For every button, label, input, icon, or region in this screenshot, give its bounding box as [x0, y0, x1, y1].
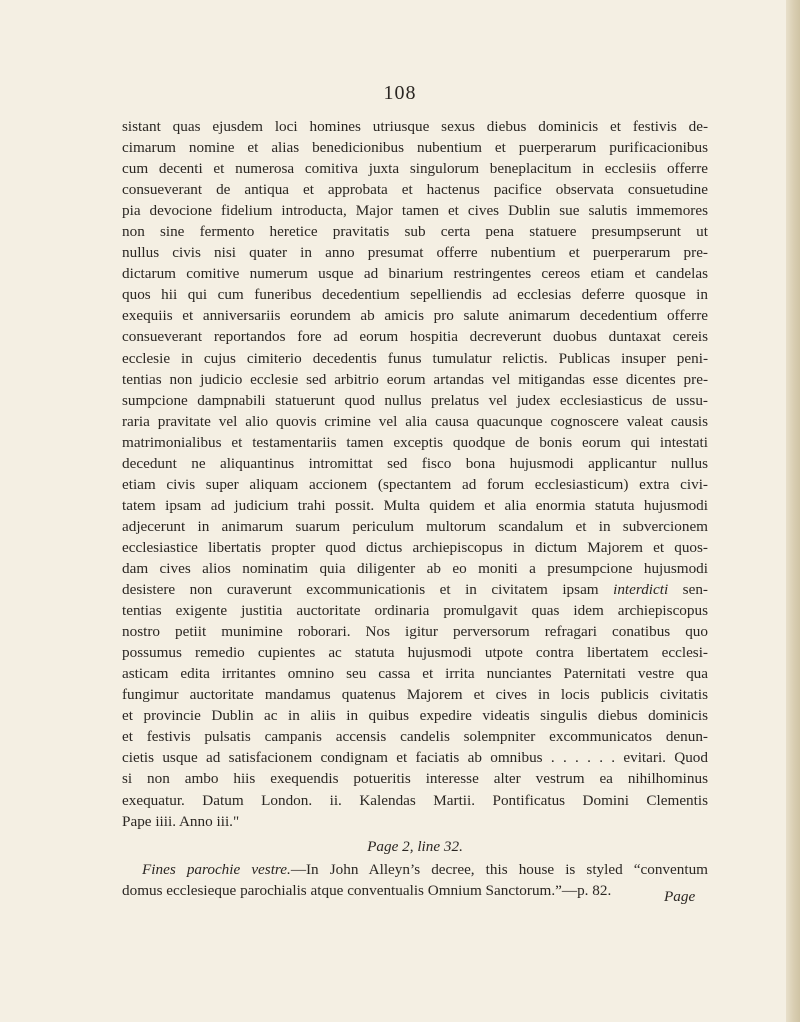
italic-term: interdicti	[613, 581, 669, 599]
text-line: decedunt ne aliquantinus intromittat sed fisco bona hujusmodi applicantur nullus	[122, 454, 708, 472]
text-line: non sine fermento heretice pravitatis sub certa pena statuere presumpserunt ut	[122, 223, 708, 241]
text-line: exequiis et anniversariis eorundem ab amicis pro salute animarum decedentium offerre	[122, 307, 708, 325]
text-line: fungimur auctoritate mandamus quatenus Majorem et cives in locis publicis civitatis	[122, 686, 708, 704]
text-line: quos hii qui cum funeribus decedentium sepelliendis ad ecclesias deferre quosque in	[122, 286, 708, 304]
text-line: pia devocione fidelium introducta, Major tamen et cives Dublin sue salutis immemores	[122, 202, 708, 220]
text-line: adjecerunt in animarum suarum periculum multorum scandalum et in subvercionem	[122, 517, 708, 535]
text-line: cum decenti et numerosa comitiva juxta singulorum beneplacitum in ecclesiis offerre	[122, 160, 708, 178]
note-line	[122, 859, 708, 880]
note-text: —In John Alleyn’s decree, this house is styled “conventum	[290, 860, 708, 878]
text-segment: sen-	[668, 581, 708, 599]
text-line: etiam civis super aliquam accionem (spectantem ad forum ecclesiasticum) extra civi-	[122, 475, 708, 493]
catchword: Page	[664, 888, 696, 905]
page-number: 108	[383, 82, 417, 104]
main-text	[122, 116, 708, 901]
text-line: ecclesie in cujus cimiterio decedentis funus tumulatur relictis. Publicas insuper peni-	[122, 349, 708, 367]
page-edge-shadow	[786, 0, 800, 1022]
text-line: exequatur. Datum London. ii. Kalendas Martii. Pontificatus Domini Clementis	[122, 791, 708, 809]
text-line: sistant quas ejusdem loci homines utriusque sexus diebus dominicis et festivis de-	[122, 118, 708, 135]
text-segment: desistere non curaverunt excommunicationis et in civitatem ipsam	[122, 581, 614, 599]
text-line: cimarum nomine et alias benedicionibus nubentium et puerperarum purificacionibus	[122, 139, 708, 157]
text-line: tatem ipsam ad judicium trahi possit. Multa quidem et alia enormia statuta hujusmodi	[122, 496, 708, 514]
text-line: raria pravitate vel alio quovis crimine vel alia causa quacunque cognoscere valeat causis	[122, 412, 708, 430]
text-line: sumpcione dampnabili statuerunt quod nullus prelatus vel judex ecclesiasticus de ussu-	[122, 391, 708, 409]
text-line: et provincie Dublin ac in aliis in quibus expedire videatis singulis diebus dominicis	[122, 707, 708, 725]
text-line: Pape iiii. Anno iii."	[122, 812, 240, 830]
text-line: consueverant de antiqua et approbata et hactenus pacifice observata consuetudine	[122, 181, 708, 199]
text-line: et festivis pulsatis campanis accensis candelis solempniter excommunicatos denun-	[122, 728, 708, 746]
text-line: nostro petiit munimine roborari. Nos igitur perversorum refragari conatibus quo	[122, 623, 708, 641]
text-block	[122, 116, 708, 832]
section-heading: Page 2, line 32.	[367, 837, 463, 855]
text-line: consueverant reportandos fore ad eorum hospitia decreverunt duobus duntaxat cereis	[122, 328, 708, 346]
text-line: tentias non judicio ecclesie sed arbitrio eorum artandas vel mitigandas esse dicentes pre-	[122, 370, 708, 388]
text-line: dam cives alios nominatim quia diligenter ab eo moniti a presumpcione hujusmodi	[122, 559, 708, 577]
text-line	[122, 579, 708, 600]
text-line: asticam edita irritantes omnino seu cassa et irrita nunciantes Paternitati vestre qua	[122, 665, 708, 683]
text-line: ecclesiastice libertatis propter quod dictus archiepiscopus in dictum Majorem et quos-	[122, 538, 708, 556]
note-line: domus ecclesieque parochialis atque conventualis Omnium Sanctorum.”—p. 82.	[122, 881, 612, 899]
text-line: dictarum comitive numerum usque ad binarium restringentes cereos etiam et candelas	[122, 265, 708, 283]
note-label: Fines parochie vestre.	[142, 860, 291, 878]
text-line: possumus remedio cupientes ac statuta hujusmodi utpote contra libertatem ecclesi-	[122, 644, 708, 662]
text-line: tentias exigente justitia auctoritate ordinaria promulgavit quas idem archiepiscopus	[122, 602, 708, 620]
text-line: si non ambo hiis exequendis potueritis interesse alter vestrum ea nihilhominus	[122, 770, 708, 788]
text-line: nullus civis nisi quater in anno presumat offerre nubentium et puerperarum pre-	[122, 244, 708, 262]
text-line: cietis usque ad satisfacionem condignam et faciatis ab omnibus . . . . . . evitari. Quod	[122, 749, 708, 767]
text-line: matrimonialibus et testamentariis tamen exceptis quodque de bonis eorum qui intestati	[122, 433, 708, 451]
